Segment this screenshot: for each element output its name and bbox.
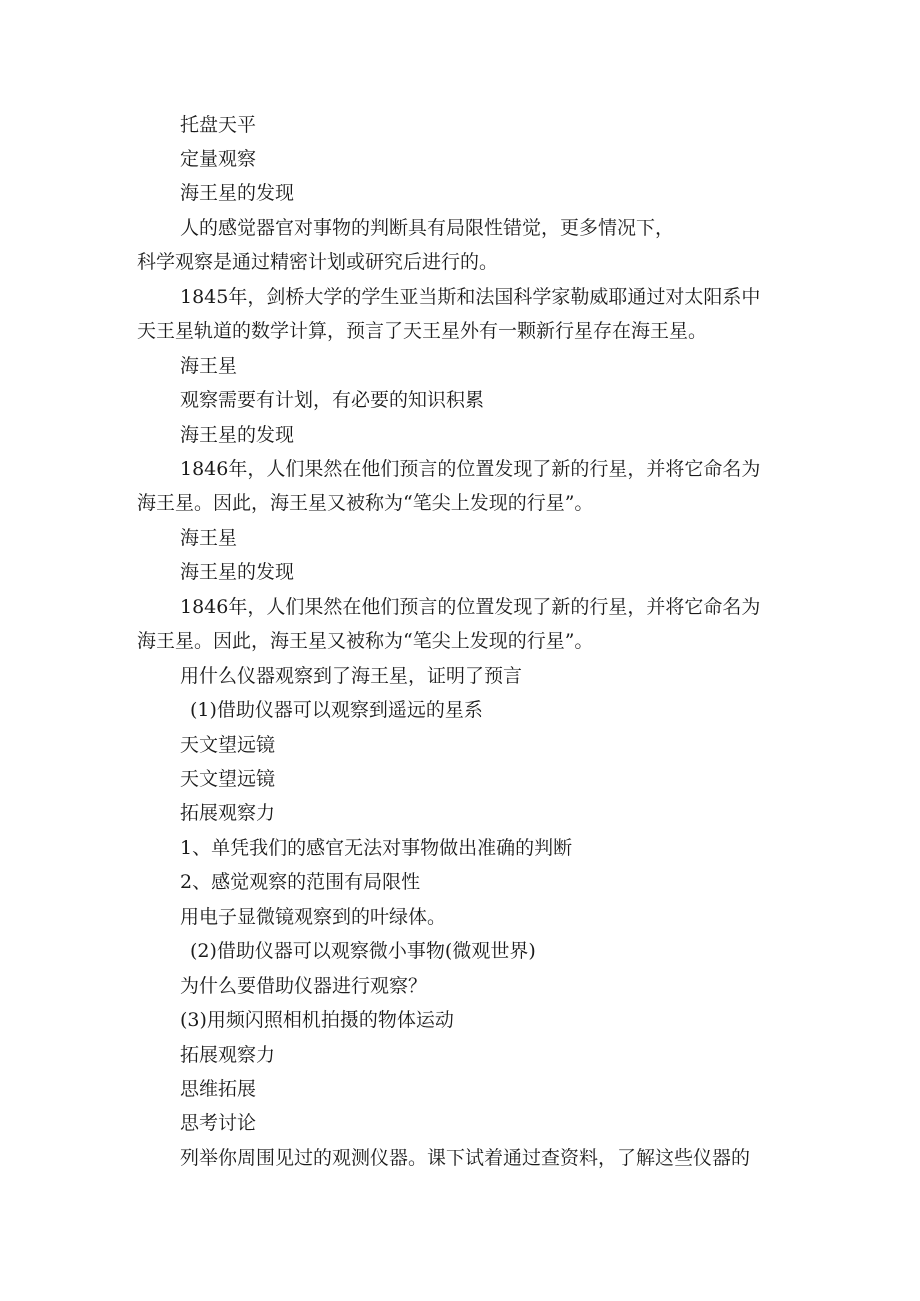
text-line: 观察需要有计划，有必要的知识积累 (180, 389, 485, 411)
text-line: 人的感觉器官对事物的判断具有局限性错觉，更多情况下， (180, 217, 675, 239)
text-line: 思考讨论 (180, 1112, 257, 1134)
text-line: 海王星的发现 (180, 561, 295, 583)
text-line: 1846年，人们果然在他们预言的位置发现了新的行星，并将它命名为 (180, 458, 761, 480)
text-line: 海王星。因此，海王星又被称为“笔尖上发现的行星”。 (137, 492, 594, 514)
text-line: 天王星轨道的数学计算，预言了天王星外有一颗新行星存在海王星。 (137, 320, 708, 342)
text-line: 海王星 (180, 527, 238, 549)
text-line: (3)用频闪照相机拍摄的物体运动 (180, 1009, 454, 1031)
text-line: 思维拓展 (180, 1078, 257, 1100)
text-line: 用电子显微镜观察到的叶绿体。 (180, 906, 447, 928)
text-line: 海王星的发现 (180, 182, 295, 204)
text-line: 拓展观察力 (180, 802, 276, 824)
text-line: 海王星的发现 (180, 424, 295, 446)
text-line: (1)借助仪器可以观察到遥远的星系 (190, 699, 483, 721)
text-line: 为什么要借助仪器进行观察？ (180, 975, 428, 997)
text-line: 列举你周围见过的观测仪器。课下试着通过查资料，了解这些仪器的 (180, 1147, 751, 1169)
text-line: 天文望远镜 (180, 734, 276, 756)
text-line: 海王星 (180, 355, 238, 377)
text-line: (2)借助仪器可以观察微小事物(微观世界) (190, 940, 536, 962)
text-line: 用什么仪器观察到了海王星，证明了预言 (180, 665, 523, 687)
text-line: 1846年，人们果然在他们预言的位置发现了新的行星，并将它命名为 (180, 596, 761, 618)
text-line: 拓展观察力 (180, 1044, 276, 1066)
text-line: 定量观察 (180, 148, 257, 170)
text-line: 科学观察是通过精密计划或研究后进行的。 (137, 251, 499, 273)
text-line: 1845年，剑桥大学的学生亚当斯和法国科学家勒威耶通过对太阳系中 (180, 286, 761, 308)
text-line: 海王星。因此，海王星又被称为“笔尖上发现的行星”。 (137, 630, 594, 652)
text-line: 1、单凭我们的感官无法对事物做出准确的判断 (180, 837, 573, 859)
text-line: 2、感觉观察的范围有局限性 (180, 871, 421, 893)
text-line: 托盘天平 (180, 114, 257, 136)
text-line: 天文望远镜 (180, 768, 276, 790)
